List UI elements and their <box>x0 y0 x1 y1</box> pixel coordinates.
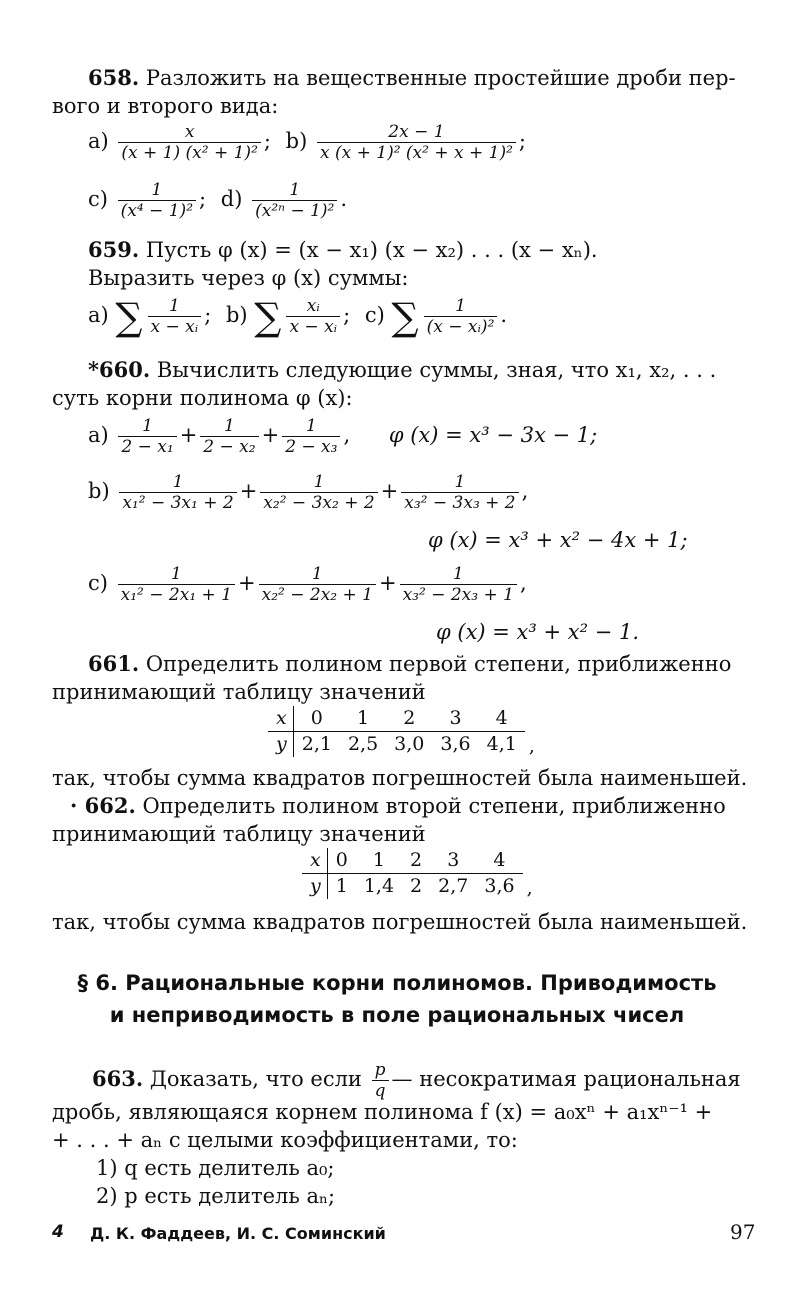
item-label: b) <box>88 479 110 503</box>
problem-662-line2: принимающий таблицу значений <box>52 822 426 846</box>
problem-659-number: 659. <box>88 237 140 262</box>
problem-663-item1: 1) q есть делитель a₀; <box>96 1156 335 1180</box>
problem-658-row-ab: a) $\frac{x}{\text{(x + 1) (x² + 1)²}}$ ; b) $\frac{2x - 1}{\text{x (x + 1)² (x² + x + 1)²}}$ ; <box>88 122 526 163</box>
problem-661-line1 <box>88 650 731 678</box>
item-label: b) <box>225 303 248 327</box>
fraction-659b: $\frac{\text{xᵢ}}{\text{x − xᵢ}}$ <box>286 296 340 337</box>
problem-663-line1: 663. Доказать, что если $\frac{p}{q}$ — несократимая рациональная <box>92 1060 741 1101</box>
problem-661-number: 661. <box>88 651 140 676</box>
fraction-660b-1: $\frac{1}{\text{x₁² − 3x₁ + 2}}$ <box>119 472 236 513</box>
item-label: b) <box>285 129 308 153</box>
problem-661-text: Определить полином первой степени, приближенно <box>145 652 732 676</box>
fraction-659c: $\frac{1}{\text{(x − xᵢ)²}}$ <box>424 296 498 337</box>
problem-658-text: Разложить на вещественные простейшие дроби пер- <box>145 66 736 90</box>
fraction-660a-1: $\frac{1}{\text{2 − x₁}}$ <box>118 416 176 457</box>
fraction-659a: $\frac{1}{\text{x − xᵢ}}$ <box>148 296 202 337</box>
fraction-p-over-q: $\frac{p}{q}$ <box>372 1060 389 1101</box>
item-label: a) <box>88 129 109 153</box>
fraction-660c-2: $\frac{1}{\text{x₂² − 2x₂ + 1}}$ <box>259 564 376 605</box>
fraction-660a-2: $\frac{1}{\text{2 − x₂}}$ <box>200 416 258 457</box>
fraction-660c-3: $\frac{1}{\text{x₃² − 2x₃ + 1}}$ <box>400 564 517 605</box>
problem-662-line3: так, чтобы сумма квадратов погрешностей была наименьшей. <box>52 910 748 934</box>
problem-659-sums: a) ∑ $\frac{1}{\text{x − xᵢ}}$ ; b) ∑ $\frac{\text{xᵢ}}{\text{x − xᵢ}}$ ; c) ∑ $\frac{1}{\text{(x − xᵢ)²}}$ . <box>88 294 508 339</box>
sum-icon: ∑ <box>254 294 282 339</box>
item-label: c) <box>88 571 108 595</box>
problem-658-number: 658. <box>88 65 140 90</box>
values-table-661: x 0 1 2 3 4 y 2,1 2,5 3,0 3,6 4,1 , <box>268 706 535 757</box>
problem-660-line1 <box>88 356 716 384</box>
problem-659-line1 <box>88 236 598 264</box>
fraction-660c-1: $\frac{1}{\text{x₁² − 2x₁ + 1}}$ <box>118 564 235 605</box>
problem-663-line3: + . . . + aₙ с целыми коэффициентами, то: <box>52 1128 518 1152</box>
page-number: 97 <box>730 1220 756 1244</box>
sum-icon: ∑ <box>115 294 143 339</box>
problem-660-a: a) $\frac{1}{\text{2 − x₁}}$ + $\frac{1}{\text{2 − x₂}}$ + $\frac{1}{\text{2 − x₃}}$ , φ (x) = x³ − 3x − 1; <box>88 416 598 457</box>
problem-662-text: Определить полином второй степени, приближенно <box>142 794 726 818</box>
item-label: c) <box>88 187 108 211</box>
problem-660-c: c) $\frac{1}{\text{x₁² − 2x₁ + 1}}$ + $\frac{1}{\text{x₂² − 2x₂ + 1}}$ + $\frac{1}{\text{x₃² − 2x₃ + 1}}$ , <box>88 564 527 605</box>
problem-660-b: b) $\frac{1}{\text{x₁² − 3x₁ + 2}}$ + $\frac{1}{\text{x₂² − 3x₂ + 2}}$ + $\frac{1}{\text{x₃² − 3x₃ + 2}}$ , <box>88 472 529 513</box>
footer-authors: Д. К. Фаддеев, И. С. Соминский <box>90 1224 386 1243</box>
problem-663-number: 663. <box>92 1066 144 1091</box>
problem-660-text: Вычислить следующие суммы, зная, что x₁, x₂, . . . <box>156 358 717 382</box>
problem-658-line2: вого и второго вида: <box>52 94 279 118</box>
item-label: c) <box>364 303 385 327</box>
problem-659-line2: Выразить через φ (x) суммы: <box>88 266 409 290</box>
section-heading-line2: и неприводимость в поле рациональных чисел <box>109 1003 685 1027</box>
item-label: d) <box>220 187 243 211</box>
problem-659-text: Пусть φ (x) = (x − x₁) (x − x₂) . . . (x − xₙ). <box>145 238 598 262</box>
problem-662-number: · 662. <box>70 793 136 818</box>
problem-661-line3: так, чтобы сумма квадратов погрешностей была наименьшей. <box>52 766 748 790</box>
fraction-658c: $\frac{1}{\text{(x⁴ − 1)²}}$ <box>118 180 196 221</box>
sum-icon: ∑ <box>391 294 419 339</box>
polynomial-660b: φ (x) = x³ + x² − 4x + 1; <box>428 528 688 552</box>
fraction-658b: $\frac{2x - 1}{\text{x (x + 1)² (x² + x + 1)²}}$ <box>317 122 516 163</box>
item-label: a) <box>88 423 109 447</box>
problem-663-line2: дробь, являющаяся корнем полинома f (x) = a₀xⁿ + a₁xⁿ⁻¹ + <box>52 1100 713 1124</box>
problem-660-line2: суть корни полинома φ (x): <box>52 386 353 410</box>
item-label: a) <box>88 303 109 327</box>
problem-660-number: *660. <box>88 357 151 382</box>
polynomial-660c: φ (x) = x³ + x² − 1. <box>436 620 640 644</box>
fraction-658a: $\frac{x}{\text{(x + 1) (x² + 1)²}}$ <box>118 122 260 163</box>
polynomial-660a: φ (x) = x³ − 3x − 1; <box>388 423 598 447</box>
problem-663-item2: 2) p есть делитель aₙ; <box>96 1184 336 1208</box>
fraction-660a-3: $\frac{1}{\text{2 − x₃}}$ <box>282 416 340 457</box>
problem-658-line1 <box>88 64 736 92</box>
fraction-660b-3: $\frac{1}{\text{x₃² − 3x₃ + 2}}$ <box>401 472 518 513</box>
fraction-660b-2: $\frac{1}{\text{x₂² − 3x₂ + 2}}$ <box>260 472 377 513</box>
signature-mark: 4 <box>52 1222 64 1242</box>
section-heading-line1: § 6. Рациональные корни полиномов. Приводимость <box>77 971 717 995</box>
fraction-658d: $\frac{1}{\text{(x²ⁿ − 1)²}}$ <box>252 180 337 221</box>
problem-662-line1 <box>70 792 726 820</box>
problem-658-row-cd: c) $\frac{1}{\text{(x⁴ − 1)²}}$ ; d) $\frac{1}{\text{(x²ⁿ − 1)²}}$ . <box>88 180 348 221</box>
problem-661-line2: принимающий таблицу значений <box>52 680 426 704</box>
values-table-662: x 0 1 2 3 4 y 1 1,4 2 2,7 3,6 , <box>302 848 533 899</box>
